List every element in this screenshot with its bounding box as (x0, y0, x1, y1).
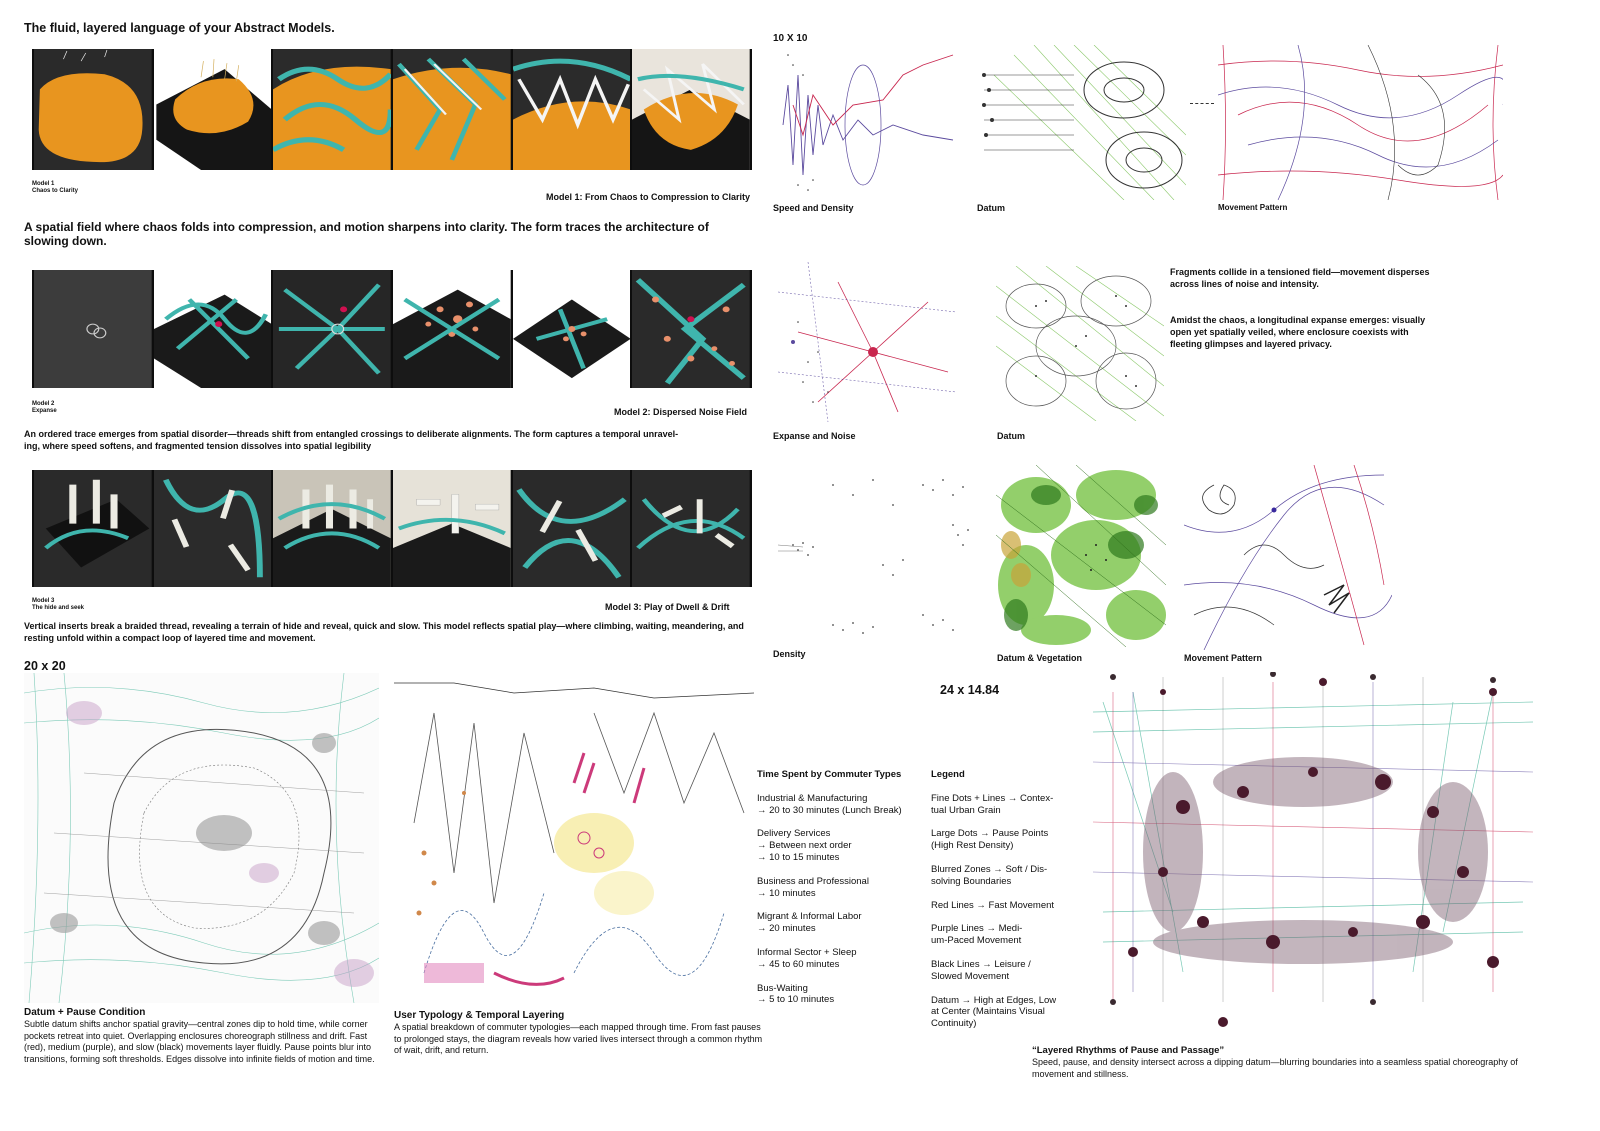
model1-statement: A spatial field where chaos folds into compression, and motion sharpens into clarity. The form traces the architecture of slowing down. (24, 220, 709, 248)
model1-photo (513, 49, 631, 170)
legend-item: Red Lines → Fast Movement (931, 899, 1055, 911)
model3-photo-strip (32, 470, 752, 587)
row2-text-2: Amidst the chaos, a longitudinal expanse emerges: visually open yet spatially veiled, where enclosure coexists with fleeting glimpses and layered privacy. (1170, 315, 1426, 349)
density-drawing (773, 465, 983, 645)
grid10-caption: Speed and Density (773, 203, 854, 213)
datum-drawing-1 (974, 45, 1186, 200)
row3-caption: Datum & Vegetation (997, 653, 1083, 663)
legend (931, 769, 1071, 1042)
datum-pause-text: Subtle datum shifts anchor spatial gravity—central zones dip to hold time, while corner pockets retreat into quiet. Overlapping enclosures choreograph stillness and drift. Fast (red), medium (purple), and slow (black) movements layer fluidly. Pause points blur into transitions, forming soft thresholds. Edges dissolve into infinite fields of motion and time. (24, 1019, 375, 1064)
time-spent-item: Delivery Services → Between next order → 10 to 15 minutes (757, 828, 852, 863)
user-typology-title: User Typology & Temporal Layering (394, 1010, 565, 1021)
time-spent-item: Bus-Waiting → 5 to 10 minutes (757, 982, 835, 1006)
model1-tag-line: Chaos to Clarity (32, 188, 79, 194)
model2-heading: Model 2: Dispersed Noise Field (614, 407, 748, 417)
grid20-label: 20 x 20 (24, 659, 66, 673)
model3-tag-line: The hide and seek (32, 605, 85, 611)
grid10-caption: Movement Pattern (1218, 203, 1288, 212)
user-typology-text: A spatial breakdown of commuter typologies—each mapped through time. From fast pauses to prolonged stays, the diagram reveals how varied lives intersect through a common rhythm of wait, drift, and return. (394, 1022, 763, 1055)
movement-pattern-drawing-1 (1218, 45, 1503, 200)
model3-statement: Vertical inserts break a braided thread, revealing a terrain of hide and reveal, quick and slow. This model reflects spatial play—where climbing, waiting, meandering, and resting unfold within a compact loop of layered time and movement. (24, 621, 744, 643)
legend-item: Black Lines → Leisure / Slowed Movement (931, 958, 1031, 982)
row2-text-1: Fragments collide in a tensioned field—movement disperses across lines of noise and intensity. (1170, 267, 1430, 289)
row2-caption: Datum (997, 431, 1026, 441)
grid10-label: 10 X 10 (773, 33, 808, 44)
model2-statement-line: ing, where speed softens, and fragmented tension dissolves into spatial legibility (24, 441, 372, 451)
time-spent-item: Business and Professional → 10 minutes (757, 875, 869, 899)
grid10-caption: Datum (977, 203, 1006, 213)
time-spent-item: Industrial & Manufacturing → 20 to 30 minutes (Lunch Break) (757, 792, 902, 816)
board-title: The fluid, layered language of your Abstract Models. (24, 21, 335, 35)
model2-statement-line: An ordered trace emerges from spatial disorder—threads shift from entangled crossings to deliberate alignments. The form captures a temporal unravel- (24, 429, 679, 439)
model3-photo (513, 470, 631, 587)
model2-photo (154, 270, 272, 388)
model2-tag-line: Expanse (32, 408, 57, 414)
final-label: 24 x 14.84 (940, 683, 1000, 697)
model1-photo (154, 49, 272, 170)
model3-tag (32, 598, 84, 612)
final-text: Speed, pause, and density intersect across a dipping datum—blurring boundaries into a seamless spatial choreography of movement and stillness. (1032, 1057, 1518, 1079)
model3-photo (393, 470, 511, 587)
model1-photo (34, 49, 152, 170)
final-title: “Layered Rhythms of Pause and Passage” (1032, 1045, 1225, 1056)
model3-heading: Model 3: Play of Dwell & Drift (605, 602, 730, 612)
model1-photo (273, 49, 391, 170)
model2-photo (273, 270, 391, 388)
model2-photo (34, 270, 152, 388)
model2-tag (32, 401, 57, 415)
legend-item: Blurred Zones → Soft / Dis- solving Boundaries (931, 863, 1048, 887)
model1-photo (393, 49, 511, 170)
model2-tag-line: Model 2 (32, 401, 55, 407)
row3-caption: Density (773, 649, 806, 659)
time-spent-list (757, 769, 927, 1018)
model3-photo (273, 470, 391, 587)
speed-density-drawing (773, 45, 958, 200)
model1-tag (32, 181, 78, 195)
model2-photo (632, 270, 750, 388)
expanse-noise-drawing (778, 262, 956, 422)
datum-pause-title: Datum + Pause Condition (24, 1007, 146, 1018)
model2-photo (393, 270, 511, 388)
model2-statement (24, 428, 764, 452)
model2-photo-strip (32, 270, 752, 388)
time-spent-item: Informal Sector + Sleep → 45 to 60 minutes (757, 946, 857, 970)
legend-title: Legend (931, 769, 965, 780)
legend-item: Datum → High at Edges, Low at Center (Maintains Visual Continuity) (931, 994, 1057, 1030)
model3-photo (154, 470, 272, 587)
model1-tag-line: Model 1 (32, 181, 55, 187)
row2-caption: Expanse and Noise (773, 431, 856, 441)
model1-heading: Model 1: From Chaos to Compression to Clarity (546, 192, 751, 202)
datum-pause-drawing (24, 673, 379, 1003)
model2-photo (513, 270, 631, 388)
row3-caption: Movement Pattern (1184, 653, 1263, 663)
model1-photo (632, 49, 750, 170)
model1-photo-strip (32, 49, 752, 170)
connector-dash (1190, 103, 1214, 104)
user-typology-drawing (394, 673, 754, 1003)
model3-photo (632, 470, 750, 587)
legend-item: Fine Dots + Lines → Contex- tual Urban Grain (931, 792, 1054, 816)
model3-photo (34, 470, 152, 587)
movement-pattern-drawing-2 (1184, 465, 1392, 650)
time-spent-title: Time Spent by Commuter Types (757, 769, 902, 780)
datum-drawing-2 (996, 266, 1164, 421)
legend-item: Large Dots → Pause Points (High Rest Density) (931, 828, 1049, 852)
layered-rhythms-drawing (1073, 672, 1543, 1032)
model3-tag-line: Model 3 (32, 598, 55, 604)
legend-item: Purple Lines → Medi- um-Paced Movement (931, 923, 1023, 947)
time-spent-item: Migrant & Informal Labor → 20 minutes (757, 911, 862, 935)
datum-vegetation-drawing (996, 465, 1166, 647)
